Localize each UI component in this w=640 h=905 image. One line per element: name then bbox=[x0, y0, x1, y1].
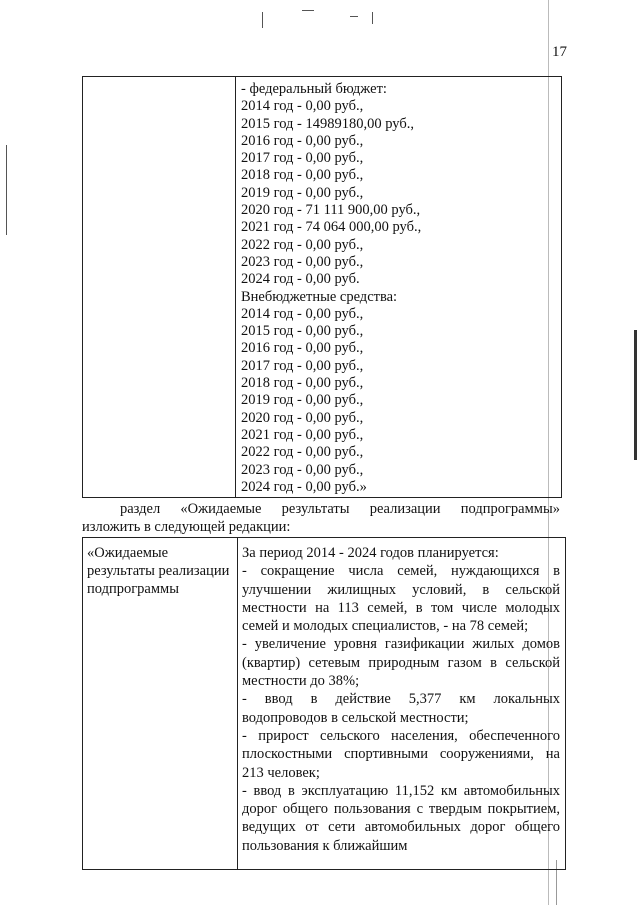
extrabudget-line: 2022 год - 0,00 руб., bbox=[241, 444, 364, 461]
scan-artifact-top-mid2 bbox=[350, 16, 358, 17]
federal-line: 2019 год - 0,00 руб., bbox=[241, 184, 364, 201]
extrabudget-line: 2023 год - 0,00 руб., bbox=[241, 461, 364, 478]
section-instruction-line-1 bbox=[82, 500, 560, 518]
results-table bbox=[82, 537, 566, 870]
scan-artifact-top-right bbox=[372, 12, 373, 24]
federal-line: 2023 год - 0,00 руб., bbox=[241, 253, 364, 270]
funding-cell bbox=[241, 81, 421, 496]
federal-line: 2018 год - 0,00 руб., bbox=[241, 167, 364, 184]
table-column-divider bbox=[235, 77, 236, 497]
scan-artifact-right-edge bbox=[634, 330, 637, 460]
extrabudget-line: 2021 год - 0,00 руб., bbox=[241, 426, 364, 443]
federal-line: 2016 год - 0,00 руб., bbox=[241, 132, 364, 149]
extrabudget-line: 2024 год - 0,00 руб.» bbox=[241, 478, 367, 495]
scan-artifact-top-mid bbox=[302, 10, 314, 11]
extrabudget-line: 2018 год - 0,00 руб., bbox=[241, 375, 364, 392]
results-item: - ввод в эксплуатацию 11,152 км автомобильных дорог общего пользования с твердым покрытием, ведущих от сети автомобильных дорог общего пользования к ближайшим bbox=[242, 782, 560, 854]
results-item: - сокращение числа семей, нуждающихся в улучшении жилищных условий, в сельской местности на 113 семей, в том числе молодых семей и молодых специалистов, - на 78 семей; bbox=[242, 563, 560, 635]
extrabudget-line: 2019 год - 0,00 руб., bbox=[241, 392, 364, 409]
section-word: «Ожидаемые bbox=[180, 501, 262, 517]
scan-artifact-top-left bbox=[262, 12, 263, 28]
federal-line: 2014 год - 0,00 руб., bbox=[241, 98, 364, 115]
extrabudget-line: 2014 год - 0,00 руб., bbox=[241, 305, 364, 322]
scan-artifact-left-edge bbox=[6, 145, 7, 235]
section-word: реализации bbox=[369, 501, 441, 517]
extrabudget-header: Внебюджетные средства: bbox=[241, 288, 398, 305]
federal-line: 2021 год - 74 064 000,00 руб., bbox=[241, 219, 422, 236]
extrabudget-line: 2017 год - 0,00 руб., bbox=[241, 357, 364, 374]
federal-line: 2022 год - 0,00 руб., bbox=[241, 236, 364, 253]
page-number: 17 bbox=[552, 44, 567, 60]
results-content-cell bbox=[242, 544, 560, 855]
extrabudget-line: 2020 год - 0,00 руб., bbox=[241, 409, 364, 426]
results-intro: За период 2014 - 2024 годов планируется: bbox=[242, 545, 499, 561]
section-word: результаты bbox=[281, 501, 350, 517]
federal-line: 2017 год - 0,00 руб., bbox=[241, 150, 364, 167]
results-item: - ввод в действие 5,377 км локальных водопроводов в сельской местности; bbox=[242, 691, 560, 726]
results-item: - увеличение уровня газификации жилых домов (квартир) сетевым природным газом в сельской местности до 38%; bbox=[242, 636, 560, 690]
federal-line: 2020 год - 71 111 900,00 руб., bbox=[241, 202, 421, 219]
results-label-line: «Ожидаемые bbox=[87, 545, 169, 561]
results-label-cell bbox=[87, 544, 233, 598]
section-word: раздел bbox=[120, 501, 161, 517]
extrabudget-line: 2015 год - 0,00 руб., bbox=[241, 323, 364, 340]
section-word: подпрограммы» bbox=[460, 501, 560, 517]
federal-line: 2024 год - 0,00 руб. bbox=[241, 271, 360, 288]
federal-line: 2015 год - 14989180,00 руб., bbox=[241, 115, 414, 132]
funding-table bbox=[82, 76, 562, 498]
section-instruction-line-2: изложить в следующей редакции: bbox=[82, 519, 291, 535]
results-label-line: результаты реализации bbox=[87, 563, 230, 579]
table-column-divider bbox=[237, 538, 238, 869]
federal-budget-header: - федеральный бюджет: bbox=[241, 81, 387, 97]
results-item: - прирост сельского населения, обеспеченного плоскостными спортивными сооружениями, на 213 человек; bbox=[242, 727, 560, 781]
section-instruction bbox=[82, 500, 560, 536]
extrabudget-line: 2016 год - 0,00 руб., bbox=[241, 340, 364, 357]
results-label-line: подпрограммы bbox=[87, 581, 179, 597]
